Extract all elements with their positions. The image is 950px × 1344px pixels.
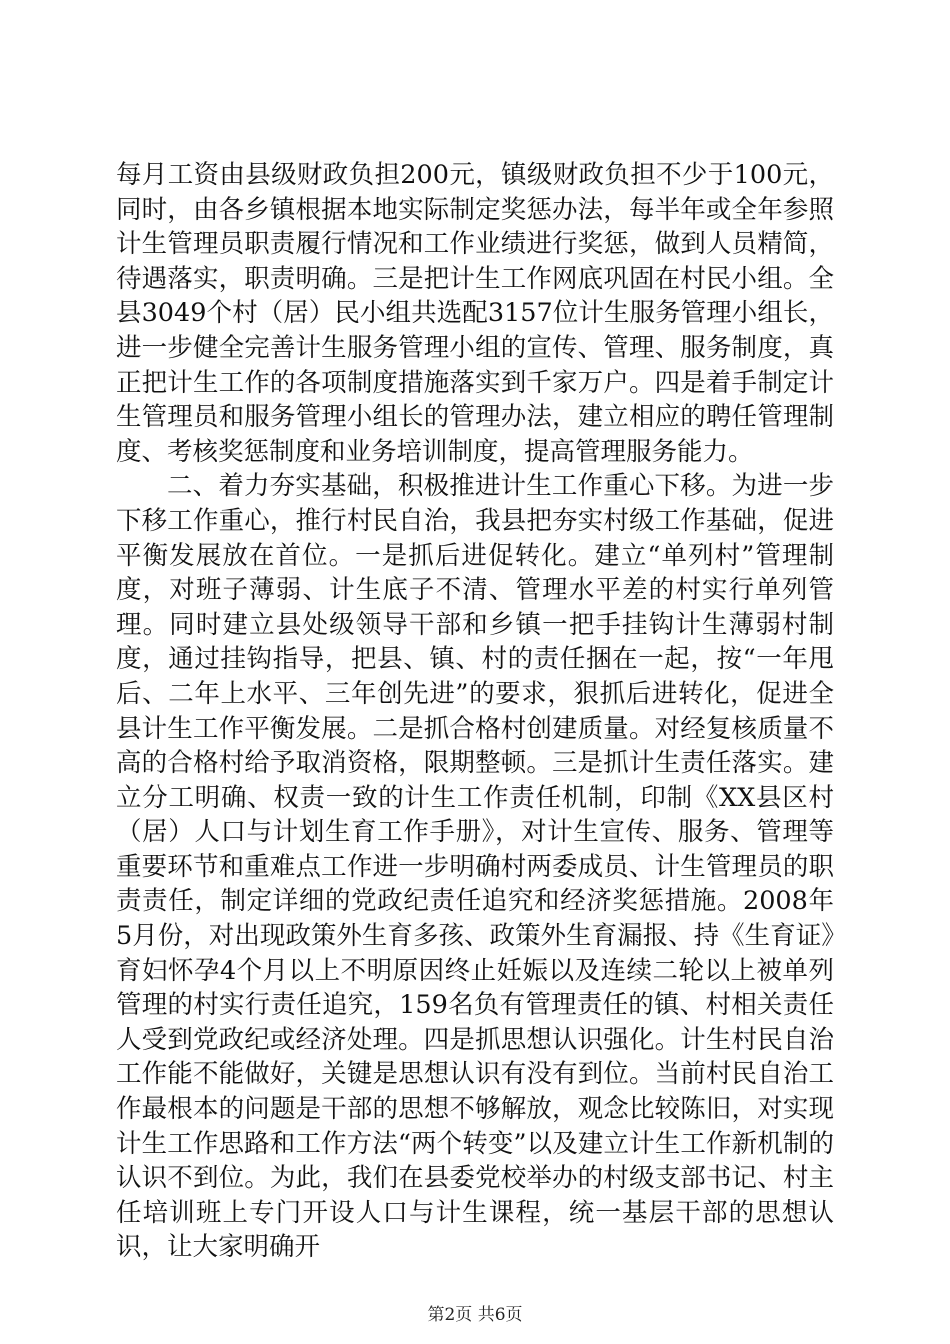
paragraph-1: 每月工资由县级财政负担200元，镇级财政负担不少于100元，同时，由各乡镇根据本地实际制定奖惩办法，每半年或全年参照计生管理员职责履行情况和工作业绩进行奖惩，做到人员精简，待遇落实，职责明确。三是把计生工作网底巩固在村民小组。全县3049个村（居）民小组共选配3157位计生服务管理小组长，进一步健全完善计生服务管理小组的宣传、管理、服务制度，真正把计生工作的各项制度措施落实到千家万户。四是着手制定计生管理员和服务管理小组长的管理办法，建立相应的聘任管理制度、考核奖惩制度和业务培训制度，提高管理服务能力。 xyxy=(116,160,834,467)
page-footer: 第2页 共6页 xyxy=(427,1305,523,1325)
document-body xyxy=(116,158,834,1265)
paragraph-2: 二、着力夯实基础，积极推进计生工作重心下移。为进一步下移工作重心，推行村民自治，我县把夯实村级工作基础，促进平衡发展放在首位。一是抓后进促转化。建立“单列村”管理制度，对班子薄弱、计生底子不清、管理水平差的村实行单列管理。同时建立县处级领导干部和乡镇一把手挂钩计生薄弱村制度，通过挂钩指导，把县、镇、村的责任捆在一起，按“一年甩后、二年上水平、三年创先进”的要求，狠抓后进转化，促进全县计生工作平衡发展。二是抓合格村创建质量。对经复核质量不高的合格村给予取消资格，限期整顿。三是抓计生责任落实。建立分工明确、权责一致的计生工作责任机制，印制《XX县区村（居）人口与计划生育工作手册》，对计生宣传、服务、管理等重要环节和重难点工作进一步明确村两委成员、计生管理员的职责责任，制定详细的党政纪责任追究和经济奖惩措施。2008年5月份，对出现政策外生育多孩、政策外生育漏报、持《生育证》育妇怀孕4个月以上不明原因终止妊娠以及连续二轮以上被单列管理的村实行责任追究，159名负有管理责任的镇、村相关责任人受到党政纪或经济处理。四是抓思想认识强化。计生村民自治工作能不能做好，关键是思想认识有没有到位。当前村民自治工作最根本的问题是干部的思想不够解放，观念比较陈旧，对实现计生工作思路和工作方法“两个转变”以及建立计生工作新机制的认识不到位。为此，我们在县委党校举办的村级支部书记、村主任培训班上专门开设人口与计生课程，统一基层干部的思想认识，让大家明确开 xyxy=(116,471,834,1263)
